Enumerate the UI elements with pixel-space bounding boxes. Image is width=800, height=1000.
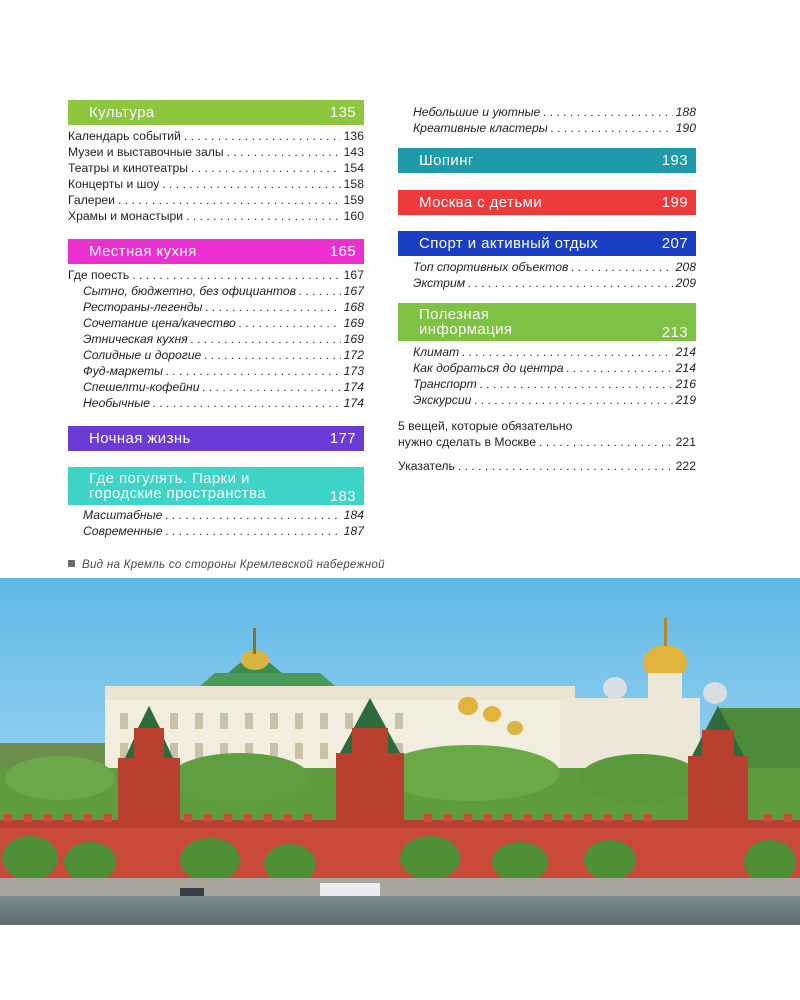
toc-subentry[interactable] xyxy=(68,331,364,347)
section-page: 193 xyxy=(661,152,688,169)
entry-title: Экстрим xyxy=(413,276,466,290)
entry-page: 219 xyxy=(675,393,696,407)
entry-page: 169 xyxy=(343,316,364,330)
section-items-gulyat xyxy=(68,505,364,545)
section-page: 213 xyxy=(661,324,688,341)
entry-title: Этническая кухня xyxy=(83,332,188,346)
entry-page: 158 xyxy=(343,177,364,191)
entry-page: 221 xyxy=(675,435,696,449)
section-page: 183 xyxy=(329,488,356,505)
entry-page: 222 xyxy=(675,459,696,473)
toc-entry[interactable] xyxy=(68,192,364,208)
entry-page: 169 xyxy=(343,332,364,346)
entry-page: 187 xyxy=(343,524,364,538)
toc-entry[interactable] xyxy=(68,176,364,192)
section-title: Шопинг xyxy=(419,152,474,169)
section-items-info xyxy=(398,341,696,414)
section-header-sport[interactable] xyxy=(398,231,696,256)
entry-title: Сытно, бюджетно, без официантов xyxy=(83,284,297,298)
caption-text: Вид на Кремль со стороны Кремлевской набережной xyxy=(82,559,385,571)
entry-title-line1: 5 вещей, которые обязательно xyxy=(398,419,573,433)
entry-title: Концерты и шоу xyxy=(68,177,160,191)
section-items-sport xyxy=(398,256,696,297)
entry-page: 214 xyxy=(675,345,696,359)
entry-title: Указатель xyxy=(398,459,455,473)
entry-title: Театры и кинотеатры xyxy=(68,161,188,175)
section-title-line2: информация xyxy=(419,321,513,338)
section-page: 207 xyxy=(661,235,688,252)
toc-entry[interactable] xyxy=(68,144,364,160)
entry-page: 188 xyxy=(675,105,696,119)
entry-page: 167 xyxy=(343,284,364,298)
section-header-kultura[interactable] xyxy=(68,100,364,125)
toc-subentry[interactable] xyxy=(398,259,696,275)
toc-subentry[interactable] xyxy=(68,395,364,411)
section-title: Ночная жизнь xyxy=(89,430,191,447)
toc-entry[interactable] xyxy=(68,208,364,224)
entry-title: Рестораны-легенды xyxy=(83,300,203,314)
toc-subentry[interactable] xyxy=(398,376,696,392)
toc-subentry[interactable] xyxy=(68,299,364,315)
entry-title: Как добраться до центра xyxy=(413,361,564,375)
section-items-kultura xyxy=(68,125,364,230)
entry-page: 172 xyxy=(343,348,364,362)
toc-entry-five-things[interactable] xyxy=(398,418,696,450)
entry-title: Фуд-маркеты xyxy=(83,364,164,378)
toc-subentry[interactable] xyxy=(398,275,696,291)
section-title: Местная кухня xyxy=(89,243,197,260)
entry-page: 214 xyxy=(675,361,696,375)
entry-title: Масштабные xyxy=(83,508,163,522)
section-title: Москва с детьми xyxy=(419,194,543,211)
entry-title: Солидные и дорогие xyxy=(83,348,202,362)
entry-title: Креативные кластеры xyxy=(413,121,548,135)
entry-title: Современные xyxy=(83,524,163,538)
section-title-line1: Где погулять. Парки и xyxy=(89,470,250,487)
section-title: Спорт и активный отдых xyxy=(419,235,599,252)
entry-page: 136 xyxy=(343,129,364,143)
entry-page: 173 xyxy=(343,364,364,378)
toc-subentry[interactable] xyxy=(68,507,364,523)
entry-title: Галереи xyxy=(68,193,115,207)
entry-page: 208 xyxy=(675,260,696,274)
entry-page: 190 xyxy=(675,121,696,135)
toc-subentry[interactable] xyxy=(68,347,364,363)
section-header-gulyat[interactable] xyxy=(68,467,364,505)
entry-title: Календарь событий xyxy=(68,129,181,143)
toc-subentry[interactable] xyxy=(68,315,364,331)
section-page: 165 xyxy=(329,243,356,260)
section-title: Культура xyxy=(89,104,155,121)
section-page: 199 xyxy=(661,194,688,211)
caption-marker xyxy=(68,560,75,567)
kremlin-photo xyxy=(0,578,800,925)
section-page: 135 xyxy=(329,104,356,121)
entry-title: Музеи и выставочные залы xyxy=(68,145,224,159)
entry-page: 167 xyxy=(343,268,364,282)
toc-subentry[interactable] xyxy=(68,523,364,539)
toc-subentry[interactable] xyxy=(68,379,364,395)
entry-page: 209 xyxy=(675,276,696,290)
toc-left-column xyxy=(68,100,364,545)
entry-title: Необычные xyxy=(83,396,150,410)
section-header-deti[interactable] xyxy=(398,190,696,215)
entry-title: Сочетание цена/качество xyxy=(83,316,236,330)
section-title-line1: Полезная xyxy=(419,306,490,323)
entry-title: Небольшие и уютные xyxy=(413,105,541,119)
toc-entry-index[interactable] xyxy=(398,458,696,474)
toc-right-column xyxy=(398,100,696,474)
toc-entry[interactable] xyxy=(68,267,364,283)
toc-subentry[interactable] xyxy=(68,283,364,299)
entry-title-line2: нужно сделать в Москве xyxy=(398,435,536,449)
entry-page: 174 xyxy=(343,396,364,410)
entry-page: 143 xyxy=(343,145,364,159)
section-header-shoping[interactable] xyxy=(398,148,696,173)
entry-page: 160 xyxy=(343,209,364,223)
entry-page: 159 xyxy=(343,193,364,207)
section-title-line2: городские пространства xyxy=(89,485,267,502)
continued-items xyxy=(398,100,696,136)
entry-title: Климат xyxy=(413,345,460,359)
section-header-kukhnya[interactable] xyxy=(68,239,364,264)
section-page: 177 xyxy=(329,430,356,447)
entry-page: 184 xyxy=(343,508,364,522)
entry-title: Экскурсии xyxy=(413,393,472,407)
entry-title: Топ спортивных объектов xyxy=(413,260,569,274)
toc-subentry[interactable] xyxy=(398,344,696,360)
toc-subentry[interactable] xyxy=(398,392,696,408)
toc-subentry[interactable] xyxy=(398,104,696,120)
photo-caption xyxy=(68,559,385,571)
entry-page: 174 xyxy=(343,380,364,394)
entry-page: 168 xyxy=(343,300,364,314)
entry-title: Спешелти-кофейни xyxy=(83,380,200,394)
toc-subentry[interactable] xyxy=(398,120,696,136)
entry-title: Где поесть xyxy=(68,268,130,282)
entry-title: Транспорт xyxy=(413,377,477,391)
toc-subentry[interactable] xyxy=(68,363,364,379)
toc-subentry[interactable] xyxy=(398,360,696,376)
toc-entry[interactable] xyxy=(68,160,364,176)
section-header-info[interactable] xyxy=(398,303,696,341)
entry-page: 154 xyxy=(343,161,364,175)
section-items-kukhnya xyxy=(68,264,364,417)
entry-title: Храмы и монастыри xyxy=(68,209,184,223)
section-header-nochnaya[interactable] xyxy=(68,426,364,451)
toc-entry[interactable] xyxy=(68,128,364,144)
entry-page: 216 xyxy=(675,377,696,391)
